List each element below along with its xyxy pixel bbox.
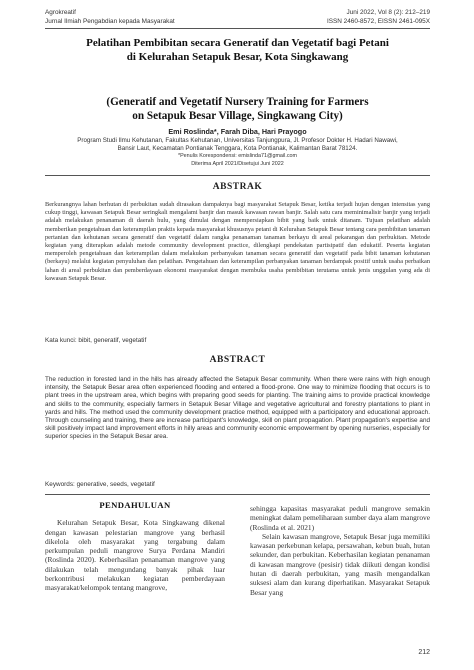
journal-issn: ISSN 2460-8572, EISSN 2461-095X — [326, 18, 430, 25]
author-rule — [45, 175, 430, 176]
correspondence: *Penulis Korespondensi: emislinda71@gmail.com — [177, 153, 298, 160]
pendahuluan-heading: PENDAHULUAN — [99, 500, 171, 510]
title-id-line1: Pelatihan Pembibitan secara Generatif dan Vegetatif bagi Petani — [86, 37, 389, 49]
abstrak-text: Berkurangnya lahan berhutan di perbukitan sudah dirasakan dampaknya bagi masyarakat Setapuk Besar, ketika terjadi hujan dengan intensitas yang cukup tinggi, kawasan Setapuk Besar seringkali mengalami banjir dan masuk kawasan rawan banjir. Salah satu cara meminimalisir banjir yang terjadi adalah melakukan penanaman di daerah hulu, yang dimulai dengan mempersiapkan bibit yang baik untuk ditanam. Tujuan pelatihan adalah memberikan pengetahuan dan keterampilan praktis kepada masyarakat khususnya petani di Kelurahan Setapuk Besar tentang cara pembibitan tanaman pertanian dan kehutanan secara generatif dan vegetatif dalam rangka penanaman tanaman berkayu di areal pekarangan dan perbukitan. Metode kegiatan yang diterapkan adalah metode community development practice, dilengkapi pendekatan partisipatif dan edukatif. Peserta kegiatan memperoleh pengetahuan dan keterampilan dalam melakukan perbanyakan tanaman secara generatif dan vegetatif pada bibit tanaman kehutanan (berkayu) melalui kegiatan penyuluhan dan pelatihan. Pengetahuan dan keterampilan perbanyakan tanaman berdampak positif untuk usaha perbaikan lahan di areal perbukitan dan pemberdayaan ekonomi masyarakat dengan membuka usaha pembibitan terutama untuk jenis unggulan yang ada di kawasan Setapuk Besar. — [45, 201, 430, 282]
journal-full-name: Jurnal Ilmiah Pengabdian kepada Masyarakat — [45, 18, 175, 25]
header-rule — [45, 28, 430, 29]
title-en-line1: (Generatif and Vegetatif Nursery Training for Farmers — [106, 96, 369, 108]
journal-header-right — [327, 8, 430, 26]
abstrak-keywords: Kata kunci: bibit, generatif, vegetatif — [45, 337, 147, 344]
journal-header-left — [45, 8, 175, 26]
title-en-block — [45, 96, 430, 123]
right-paragraph-2: Selain kawasan mangrove, Setapuk Besar juga memiliki kawasan perkebunan kelapa, persawahan, kebun buah, hutan sekunder, dan perbukitan. Keberhasilan kegiatan penanaman di kawasan mangrove (pesisir) tidak diikuti dengan kondisi hutan di daerah perbukitan, yang masih mengandalkan suksesi alam dan kurang diperhatikan. Masyarakat Setapuk Besar yang — [250, 531, 430, 597]
authors: Emi Roslinda*, Farah Diba, Hari Prayogo — [168, 127, 307, 136]
journal-short-name: Agrokreatif — [45, 9, 76, 16]
page-number: 212 — [418, 649, 430, 656]
author-block — [45, 127, 430, 168]
title-id-line2: di Kelurahan Setapuk Besar, Kota Singkawang — [126, 50, 349, 63]
abstract-text: The reduction in forested land in the hills has already affected the Setapuk Besar community. When there were rains with high enough intensity, the Setapuk Besar area often experienced flooding and entered a flood-prone. One way to minimize flooding that occurs is to plant trees in the upstream area, which begins with preparing good seeds for planting. The training aims to provide practical knowledge and skills to the community, especially farmers in Setapuk Besar Village and vegetative agricultural and forestry plantations to plant in yards and hills. The method used the community development practice method, equipped with a participatory and educational approach. Through counseling and training, there are increase participant's knowledge, skill on plant propagation. Plant propagation's expertise and skill positively impact land improvement efforts in hilly areas and community economic empowerment by opening nurseries, especially for superior species in the Setapuk Besar area. — [45, 376, 430, 441]
abstract-rule — [45, 494, 430, 495]
title-en-line2: on Setapuk Besar Village, Singkawang City) — [132, 109, 343, 122]
pendahuluan-paragraph: Kelurahan Setapuk Besar, Kota Singkawang dikenal dengan kawasan pelestarian mangrove yang berhasil dikelola oleh masyarakat yang tergabung dalam perkumpulan peduli mangrove Surya Perdana Mandiri (Roslinda 2020). Keberhasilan penanaman mangrove yang dilakukan telah mengundang banyak pihak luar berkontribusi melakukan kegiatan pemberdayaan masyarakat/kelompok tentang mangrove, — [45, 518, 225, 593]
body-column-left — [45, 501, 225, 593]
abstract-keywords: Keywords: generative, seeds, vegetatif — [45, 481, 155, 488]
right-paragraph-1: sehingga kapasitas masyarakat peduli mangrove semakin meningkat dalam pemeliharaan sumber daya alam mangrove (Roslinda et al. 2021) — [250, 504, 430, 532]
affiliation-line1: Program Studi Ilmu Kehutanan, Fakultas Kehutanan, Universitas Tanjungpura, Jl. Profesor Dokter H. Hadari Nawawi, — [77, 137, 398, 144]
abstract-heading: ABSTRACT — [209, 355, 266, 365]
journal-issue: Juni 2022, Vol 8 (2): 212–219 — [346, 9, 430, 16]
body-column-right — [250, 504, 430, 597]
title-block — [45, 37, 430, 64]
received-date: Diterima April 2021/Disetujui Juni 2022 — [191, 160, 284, 167]
affiliation-line2: Bansir Laut, Kecamatan Pontianak Tenggara, Kota Pontianak, Kalimantan Barat 78124. — [117, 145, 358, 153]
abstrak-heading: ABSTRAK — [212, 182, 263, 192]
